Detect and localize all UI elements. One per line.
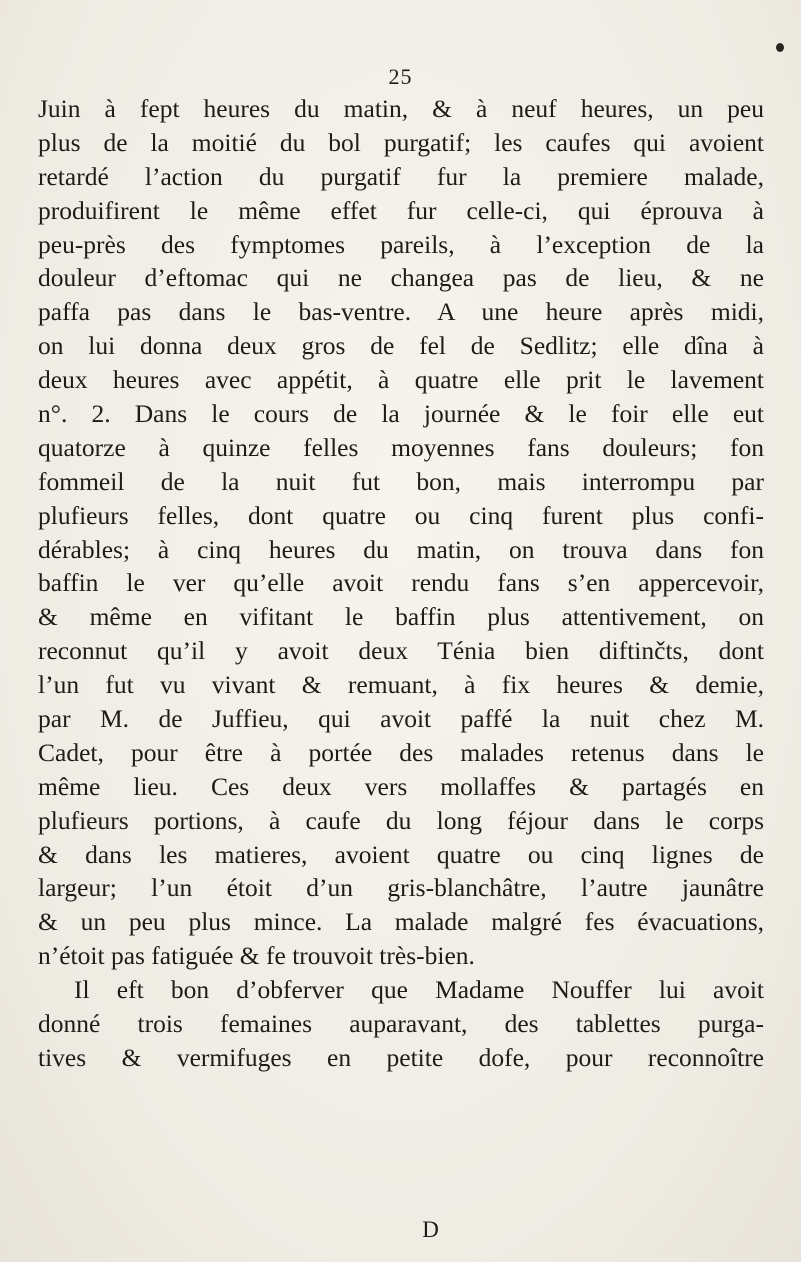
text-line: paffa pas dans le bas-ventre. A une heure après midi, bbox=[38, 297, 764, 327]
text-line: plufieurs portions, à caufe du long féjour dans le corps bbox=[38, 805, 764, 835]
text-line: on lui donna deux gros de fel de Sedlitz; elle dîna à bbox=[38, 331, 764, 361]
text-line: quatorze à quinze felles moyennes fans douleurs; fon bbox=[38, 432, 764, 462]
text-line: plus de la moitié du bol purgatif; les caufes qui avoient bbox=[38, 127, 764, 157]
signature-mark: D bbox=[422, 1217, 439, 1242]
ink-dot bbox=[776, 43, 784, 52]
text-line: reconnut qu’il y avoit deux Ténia bien diftinčts, dont bbox=[38, 636, 764, 666]
text-line: Cadet, pour être à portée des malades retenus dans le bbox=[38, 737, 764, 767]
text-line: deux heures avec appétit, à quatre elle prit le lavement bbox=[38, 365, 764, 395]
text-line: douleur d’eftomac qui ne changea pas de lieu, & ne bbox=[38, 263, 764, 293]
text-line: Juin à fept heures du matin, & à neuf heures, un peu bbox=[38, 94, 764, 123]
text-line: & dans les matieres, avoient quatre ou cinq lignes de bbox=[38, 839, 764, 869]
text-line: tives & vermifuges en petite dofe, pour reconnoître bbox=[38, 1042, 764, 1072]
text-line: n’étoit pas fatiguée & fe trouvoit très-bien. bbox=[38, 941, 475, 971]
body-text bbox=[38, 92, 764, 1075]
text-line: l’un fut vu vivant & remuant, à fix heures & demie, bbox=[38, 670, 764, 700]
text-line: n°. 2. Dans le cours de la journée & le foir elle eut bbox=[38, 399, 764, 429]
text-line: Il eft bon d’obferver que Madame Nouffer lui avoit bbox=[74, 975, 764, 1005]
text-line: par M. de Juffieu, qui avoit paffé la nuit chez M. bbox=[38, 704, 764, 734]
text-line: plufieurs felles, dont quatre ou cinq furent plus confi- bbox=[38, 500, 764, 530]
text-line: retardé l’action du purgatif fur la premiere malade, bbox=[38, 161, 764, 191]
text-line: fommeil de la nuit fut bon, mais interrompu par bbox=[38, 466, 764, 496]
text-line: donné trois femaines auparavant, des tablettes purga- bbox=[38, 1009, 764, 1039]
text-line: baffin le ver qu’elle avoit rendu fans s’en appercevoir, bbox=[38, 568, 764, 598]
text-line: & un peu plus mince. La malade malgré fes évacuations, bbox=[38, 907, 764, 937]
text-line: & même en vifitant le baffin plus attentivement, on bbox=[38, 602, 764, 632]
text-line: produifirent le même effet fur celle-ci, qui éprouva à bbox=[38, 195, 764, 225]
text-line: dérables; à cinq heures du matin, on trouva dans fon bbox=[38, 534, 764, 564]
text-line: même lieu. Ces deux vers mollaffes & partagés en bbox=[38, 771, 764, 801]
text-line: largeur; l’un étoit d’un gris-blanchâtre, l’autre jaunâtre bbox=[38, 873, 764, 903]
page-number: 25 bbox=[388, 64, 413, 89]
text-line: peu-près des fymptomes pareils, à l’exception de la bbox=[38, 229, 764, 259]
